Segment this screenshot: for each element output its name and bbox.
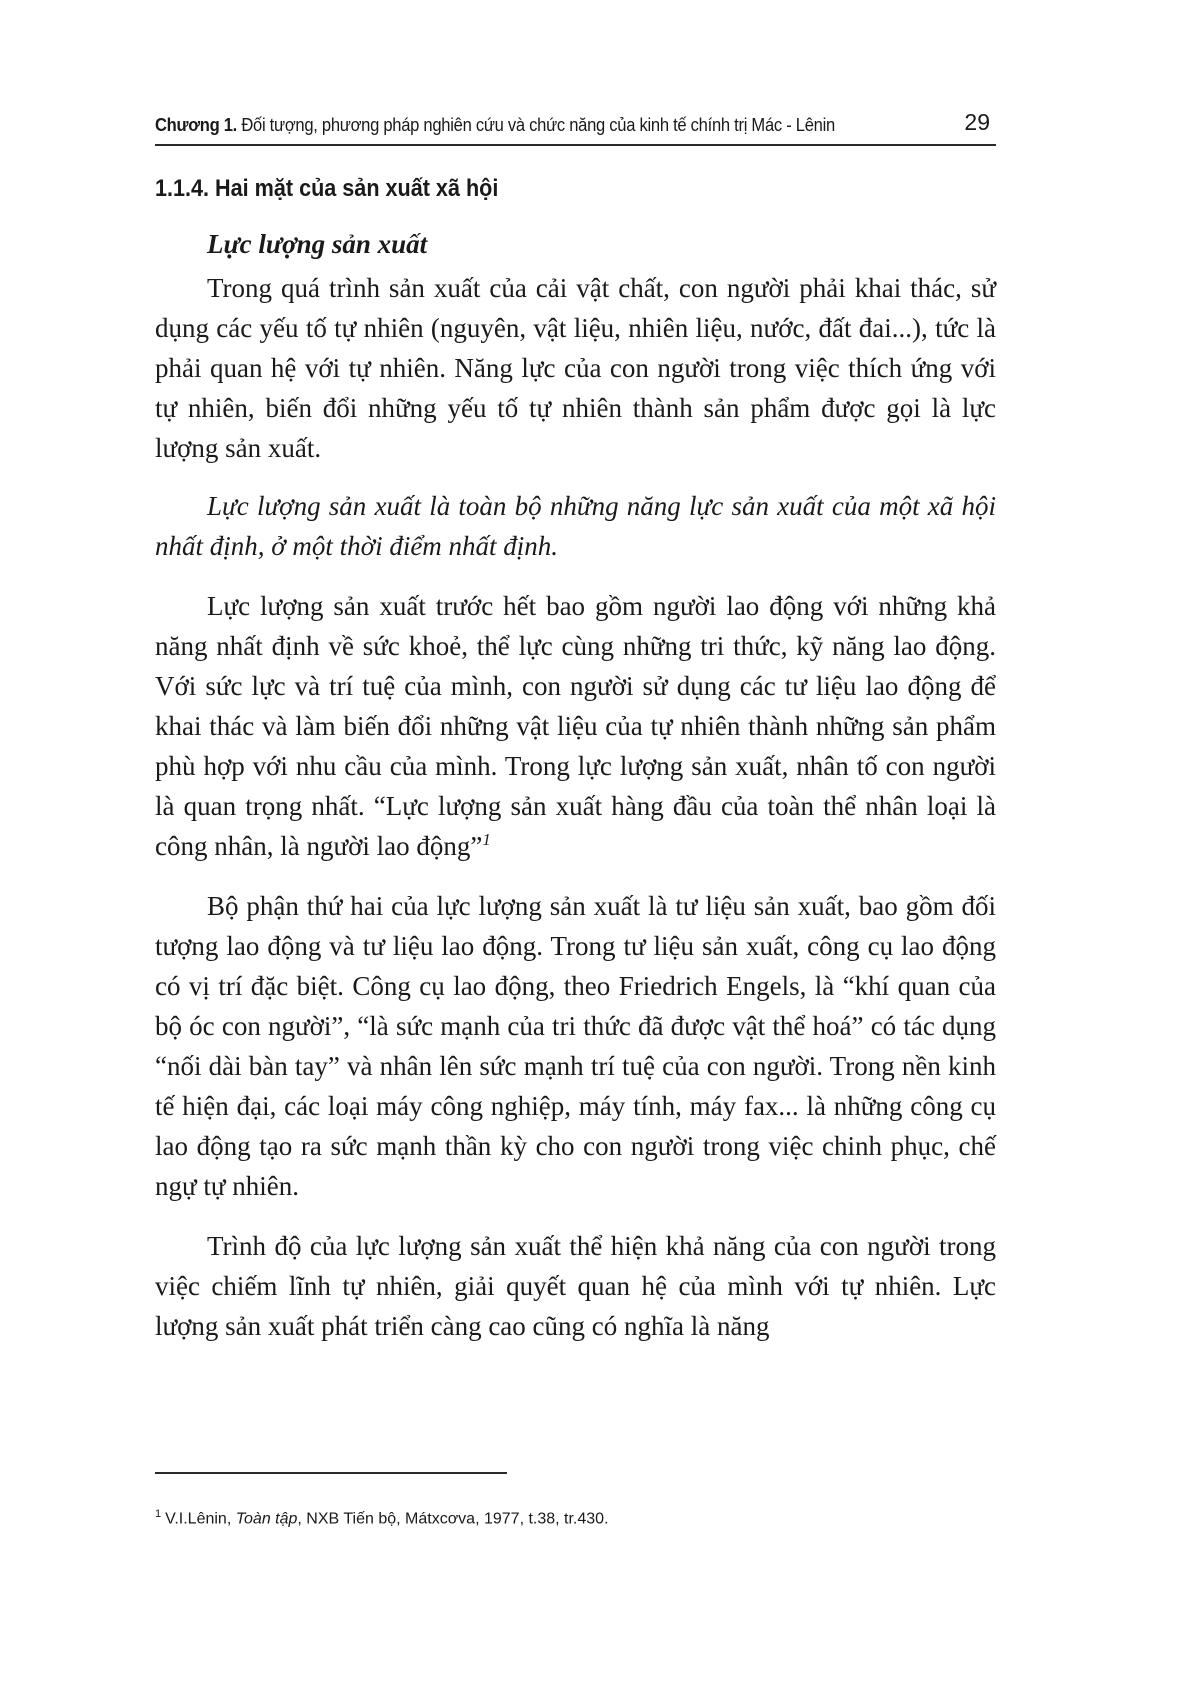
definition-paragraph: Lực lượng sản xuất là toàn bộ những năng lực sản xuất của một xã hội nhất định, ở một thời điểm nhất định. (155, 491, 996, 561)
footnote-reference: 1 (482, 830, 491, 849)
running-header (155, 100, 996, 146)
footnote-details: , NXB Tiến bộ, Mátxcơva, 1977, t.38, tr.430. (297, 1510, 609, 1528)
footnote-marker: 1 (155, 1508, 162, 1520)
page-number: 29 (964, 109, 990, 135)
footnote-work: Toàn tập (235, 1510, 298, 1528)
subsection-heading: Lực lượng sản xuất (207, 229, 428, 259)
page-content (155, 175, 996, 1366)
paragraph-1: Trong quá trình sản xuất của cải vật chất, con người phải khai thác, sử dụng các yếu tố tự nhiên (nguyên, vật liệu, nhiên liệu, nước, đất đai...), tức là phải quan hệ với tự nhiên. Năng lực của con người trong việc thích ứng với tự nhiên, biến đổi những yếu tố tự nhiên thành sản phẩm được gọi là lực lượng sản xuất. (155, 273, 996, 463)
paragraph-2 (155, 586, 996, 866)
section-heading: 1.1.4. Hai mặt của sản xuất xã hội (155, 175, 499, 202)
chapter-label: Chương 1. (155, 115, 238, 135)
paragraph-3: Bộ phận thứ hai của lực lượng sản xuất là tư liệu sản xuất, bao gồm đối tượng lao động và tư liệu lao động. Trong tư liệu sản xuất, công cụ lao động có vị trí đặc biệt. Công cụ lao động, theo Friedrich Engels, là “khí quan của bộ óc con người”, “là sức mạnh của tri thức đã được vật thể hoá” có tác dụng “nối dài bàn tay” và nhân lên sức mạnh trí tuệ của con người. Trong nền kinh tế hiện đại, các loại máy công nghiệp, máy tính, máy fax... là những công cụ lao động tạo ra sức mạnh thần kỳ cho con người trong việc chinh phục, chế ngự tự nhiên. (155, 891, 996, 1201)
footnote (155, 1508, 996, 1528)
footnote-author: V.I.Lênin, (165, 1510, 232, 1528)
paragraph-4: Trình độ của lực lượng sản xuất thể hiện khả năng của con người trong việc chiếm lĩnh tự nhiên, giải quyết quan hệ của mình với tự nhiên. Lực lượng sản xuất phát triển càng cao cũng có nghĩa là năng (155, 1231, 996, 1341)
chapter-title-text: Đối tượng, phương pháp nghiên cứu và chức năng của kinh tế chính trị Mác - Lênin (241, 115, 835, 135)
chapter-title (155, 115, 835, 136)
paragraph-2-text: Lực lượng sản xuất trước hết bao gồm người lao động với những khả năng nhất định về sức khoẻ, thể lực cùng những tri thức, kỹ năng lao động. Với sức lực và trí tuệ của mình, con người sử dụng các tư liệu lao động để khai thác và làm biến đổi những vật liệu của tự nhiên thành những sản phẩm phù hợp với nhu cầu của mình. Trong lực lượng sản xuất, nhân tố con người là quan trọng nhất. “Lực lượng sản xuất hàng đầu của toàn thể nhân loại là công nhân, là người lao động” (155, 591, 996, 861)
footnote-divider (155, 1472, 507, 1474)
